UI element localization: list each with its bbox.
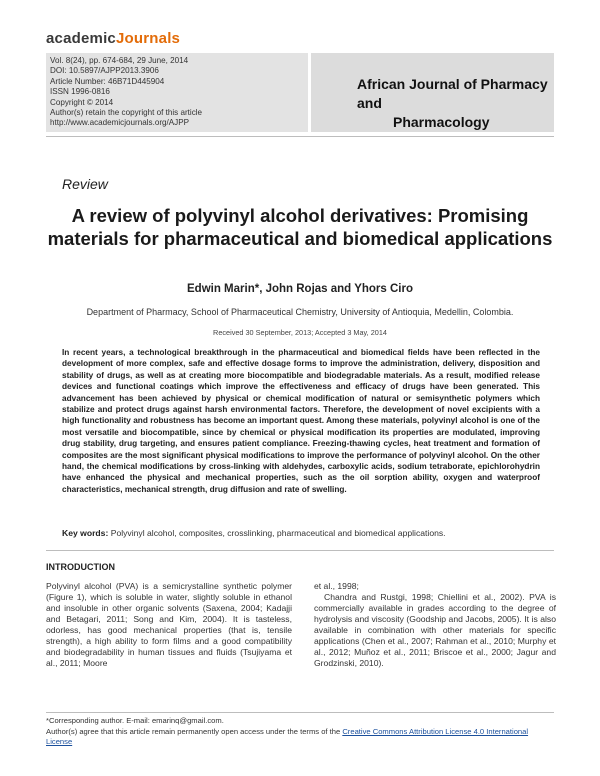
article-title: A review of polyvinyl alcohol derivatives: Promising materials for pharmaceutical and biomedical applications bbox=[47, 205, 553, 249]
logo-part-journals: Journals bbox=[115, 30, 181, 47]
meta-url[interactable]: http://www.academicjournals.org/AJPP bbox=[50, 118, 190, 128]
author-affiliation: Department of Pharmacy, School of Pharmaceutical Chemistry, University of Antioquia, Medellin, Colombia. bbox=[86, 307, 514, 317]
meta-article-number: Article Number: 46B71D445904 bbox=[50, 76, 165, 86]
intro-right-first-line: et al., 1998; bbox=[314, 581, 359, 591]
journal-name-line1: African Journal of Pharmacy and bbox=[357, 76, 548, 111]
article-metadata bbox=[46, 53, 308, 132]
section-label: Review bbox=[62, 176, 108, 192]
meta-rights: Author(s) retain the copyright of this article bbox=[50, 108, 203, 118]
meta-copyright: Copyright © 2014 bbox=[50, 97, 114, 107]
meta-doi: DOI: 10.5897/AJPP2013.3906 bbox=[50, 66, 159, 76]
corresponding-author: *Corresponding author. E-mail: emarinq@gmail.com. bbox=[46, 716, 224, 725]
intro-column-right bbox=[314, 581, 556, 669]
intro-paragraph-right: Chandra and Rustgi, 1998; Chiellini et al., 2002). PVA is commercially available in grades according to the degree of hydrolysis and viscosity (Goodship and Jacobs, 2005). It is also available in combination with other materials for specific applications (Chen et al., 2007; Rahman et al., 2010; Murphy et al., 2012; Muñoz et al., 2011; Briscoe et al., 2000; Jagur and Grodzinski, 2010). bbox=[314, 592, 556, 668]
intro-paragraph-left: Polyvinyl alcohol (PVA) is a semicrystalline synthetic polymer (Figure 1), which is soluble in water, slightly soluble in ethanol and insoluble in other organic solvents (Saxena, 2004; Kadajji and Betagari, 2011; Song and Kim, 2004). It is tasteless, odorless, has good mechanical properties (that is, tensile strength), a high ability to form films and a good compatibility and biodegradability in human tissues and fluids (Tsujiyama et al., 2011; Moore bbox=[46, 581, 292, 668]
abstract-divider bbox=[46, 550, 554, 551]
keywords bbox=[62, 528, 542, 538]
publisher-logo bbox=[46, 30, 180, 47]
license-statement bbox=[46, 727, 556, 748]
journal-name-box bbox=[311, 53, 554, 132]
article-authors: Edwin Marin*, John Rojas and Yhors Ciro bbox=[187, 283, 413, 295]
meta-issn: ISSN 1996-0816 bbox=[50, 87, 110, 97]
intro-column-left bbox=[46, 581, 292, 669]
meta-volume: Vol. 8(24), pp. 674-684, 29 June, 2014 bbox=[50, 56, 189, 65]
license-link[interactable]: Creative Commons Attribution License 4.0 International License bbox=[46, 726, 529, 746]
header-divider bbox=[46, 136, 554, 137]
keywords-label: Key words: bbox=[62, 528, 109, 538]
logo-part-academic: academic bbox=[46, 30, 116, 47]
footnote bbox=[46, 716, 556, 748]
abstract: In recent years, a technological breakthrough in the pharmaceutical and biomedical fields have been reflected in the development of more complex, safe and effective dosage forms to improve the administration, delivery, disposition and stability of drugs, as well as at creating more biocompatible and biodegradable materials. As a result, modified release devices and functional coatings which improve the effectiveness and efficacy of drugs have been generated. This advancement has been achieved by physical or chemical modification of natural or semisynthetic polymers which stabilize and protect drugs against harsh environmental factors. Therefore, the development of novel excipients with a high functionality and robustness has become an important quest. Among these materials, polyvinyl alcohol is one of the most versatile and biocompatible, since by chemical or physical modification its properties are modulated, improving drug stability, drug targeting, and ensures patient compliance. Freezing-thawing cycles, heat treatment and formation of composites are the most significant physical modifications to improve the performance of polyvinyl alcohol. On the other hand, the chemical modifications by cross-linking with aldehydes, carboxylic acids, sodium tetraborate, epichlorohydrin have enhanced the physical and mechanical properties, such as the oil sorption ability, oxygen and waterproof characteristics, mechanical strength, drug diffusion and rate of swelling. bbox=[62, 348, 540, 494]
keywords-list: Polyvinyl alcohol, composites, crosslinking, pharmaceutical and biomedical applications. bbox=[110, 528, 446, 538]
journal-name-line2: Pharmacology bbox=[393, 114, 490, 130]
received-accepted-dates: Received 30 September, 2013; Accepted 3 May, 2014 bbox=[213, 328, 387, 337]
license-text: Author(s) agree that this article remain permanently open access under the terms of the bbox=[46, 726, 341, 736]
introduction-heading: INTRODUCTION bbox=[46, 562, 115, 572]
footnote-divider bbox=[46, 712, 554, 713]
